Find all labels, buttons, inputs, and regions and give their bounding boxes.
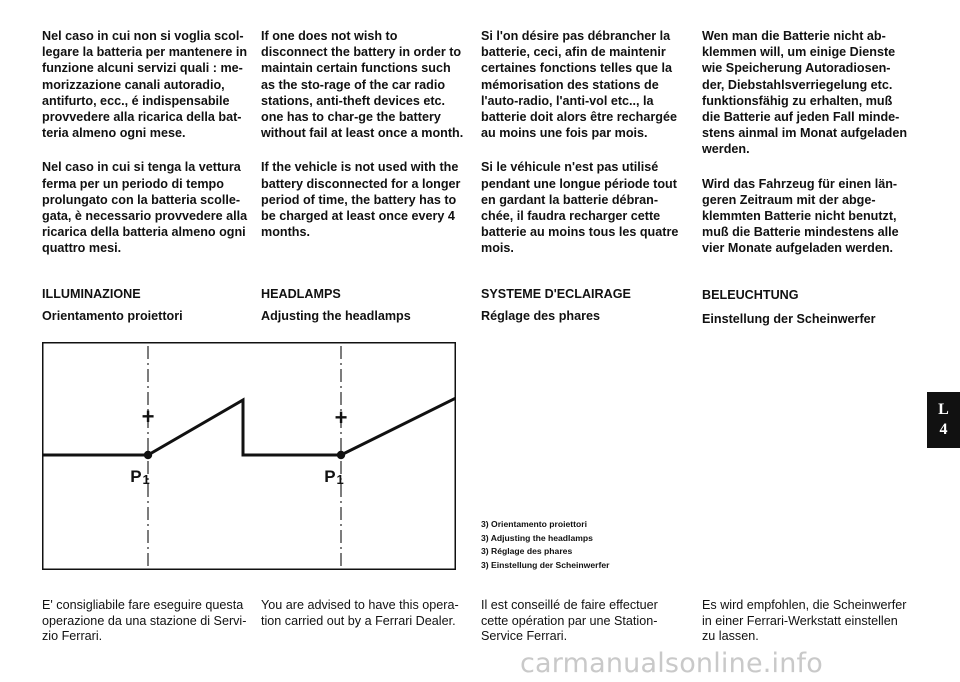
english-subheading: Adjusting the headlamps [261, 309, 411, 323]
french-footer-note: Il est conseillé de faire effectuer cette opération par une Station-Service Ferrari. [481, 598, 658, 644]
beam-cutoff-line [42, 398, 456, 455]
headlamp-beam-diagram [42, 342, 456, 570]
english-footer-note: You are advised to have this opera-tion carried out by a Ferrari Dealer. [261, 598, 459, 628]
german-section-heading: BELEUCHTUNG [702, 288, 799, 302]
caption-french: 3) Réglage des phares [481, 546, 573, 557]
caption-italian: 3) Orientamento proiettori [481, 519, 587, 529]
french-section-heading: SYSTEME D'ECLAIRAGE [481, 287, 631, 301]
italian-paragraph-1: Nel caso in cui non si voglia scol-legare la batteria per mantenere in funzione alcuni servizi quali : me-morizzazione canali autoradio, antifurto, ecc., é indispensabile provvedere alla ricarica della bat-teria almeno ogni mese. [42, 29, 248, 141]
english-section-heading: HEADLAMPS [261, 287, 341, 301]
right-point-label: P1 [324, 467, 344, 487]
english-paragraph-1: If one does not wish to disconnect the battery in order to maintain certain functions such as the sto-rage of the car radio stations, anti-theft devices etc. one has to char-ge the battery without fail at least once a month. [261, 29, 464, 141]
italian-section-heading: ILLUMINAZIONE [42, 287, 141, 301]
section-tab-letter: L [938, 401, 949, 418]
french-paragraph-1: Si l'on désire pas débrancher la batterie, ceci, afin de maintenir certaines fonctions telles que la mémorisation des stations de l'auto-radio, l'anti-vol etc.., la batterie doit alors être rechargée au moins une fois par mois. [481, 29, 677, 141]
italian-intro-column [42, 28, 248, 257]
left-reference-point [144, 451, 152, 459]
figure-caption-list [481, 518, 609, 572]
german-paragraph-2: Wird das Fahrzeug für einen län-geren Zeitraum mit der abge-klemmten Batterie nicht benutzt, muß die Batterie mindestens alle vier Monate aufgeladen werden. [702, 176, 899, 256]
german-footer-note: Es wird empfohlen, die Scheinwerfer in einer Ferrari-Werkstatt einstellen zu lassen. [702, 598, 907, 644]
french-subheading: Réglage des phares [481, 309, 600, 323]
german-subheading: Einstellung der Scheinwerfer [702, 312, 876, 326]
italian-subheading: Orientamento proiettori [42, 309, 183, 323]
watermark: carmanualsonline.info [520, 648, 823, 679]
section-tab-number: 4 [939, 421, 948, 438]
caption-german: 3) Einstellung der Scheinwerfer [481, 559, 610, 570]
italian-footer-note: E' consigliabile fare eseguire questa operazione da una stazione di Servi-zio Ferrari. [42, 598, 247, 644]
french-intro-column [481, 28, 687, 257]
right-plus-mark: + [334, 405, 348, 430]
left-plus-mark: + [141, 404, 155, 429]
english-intro-column [261, 28, 467, 240]
left-point-label: P1 [130, 467, 150, 487]
section-tab-l4 [927, 392, 960, 448]
right-reference-point [337, 451, 345, 459]
english-paragraph-2: If the vehicle is not used with the battery disconnected for a longer period of time, the battery has to be charged at least once every 4 months. [261, 160, 461, 240]
french-paragraph-2: Si le véhicule n'est pas utilisé pendant une longue période tout en gardant la batterie débran-chée, il faudra recharger cette batterie au moins tous les quatre mois. [481, 160, 679, 256]
caption-english: 3) Adjusting the headlamps [481, 532, 593, 543]
german-paragraph-1: Wen man die Batterie nicht ab-klemmen will, um einige Dienste wie Speicherung Autoradiosen-der, Diebstahlsverriegelung etc. funktionsfähig zu erhalten, muß die Batterie auf jeden Fall minde-stens ainmal im Monat aufgeladen werden. [702, 29, 908, 157]
italian-paragraph-2: Nel caso in cui si tenga la vettura ferma per un periodo di tempo prolungato con la batteria scolle-gata, è necessario provvedere alla ricarica della batteria almeno ogni quattro mesi. [42, 160, 248, 256]
german-intro-column [702, 28, 908, 257]
